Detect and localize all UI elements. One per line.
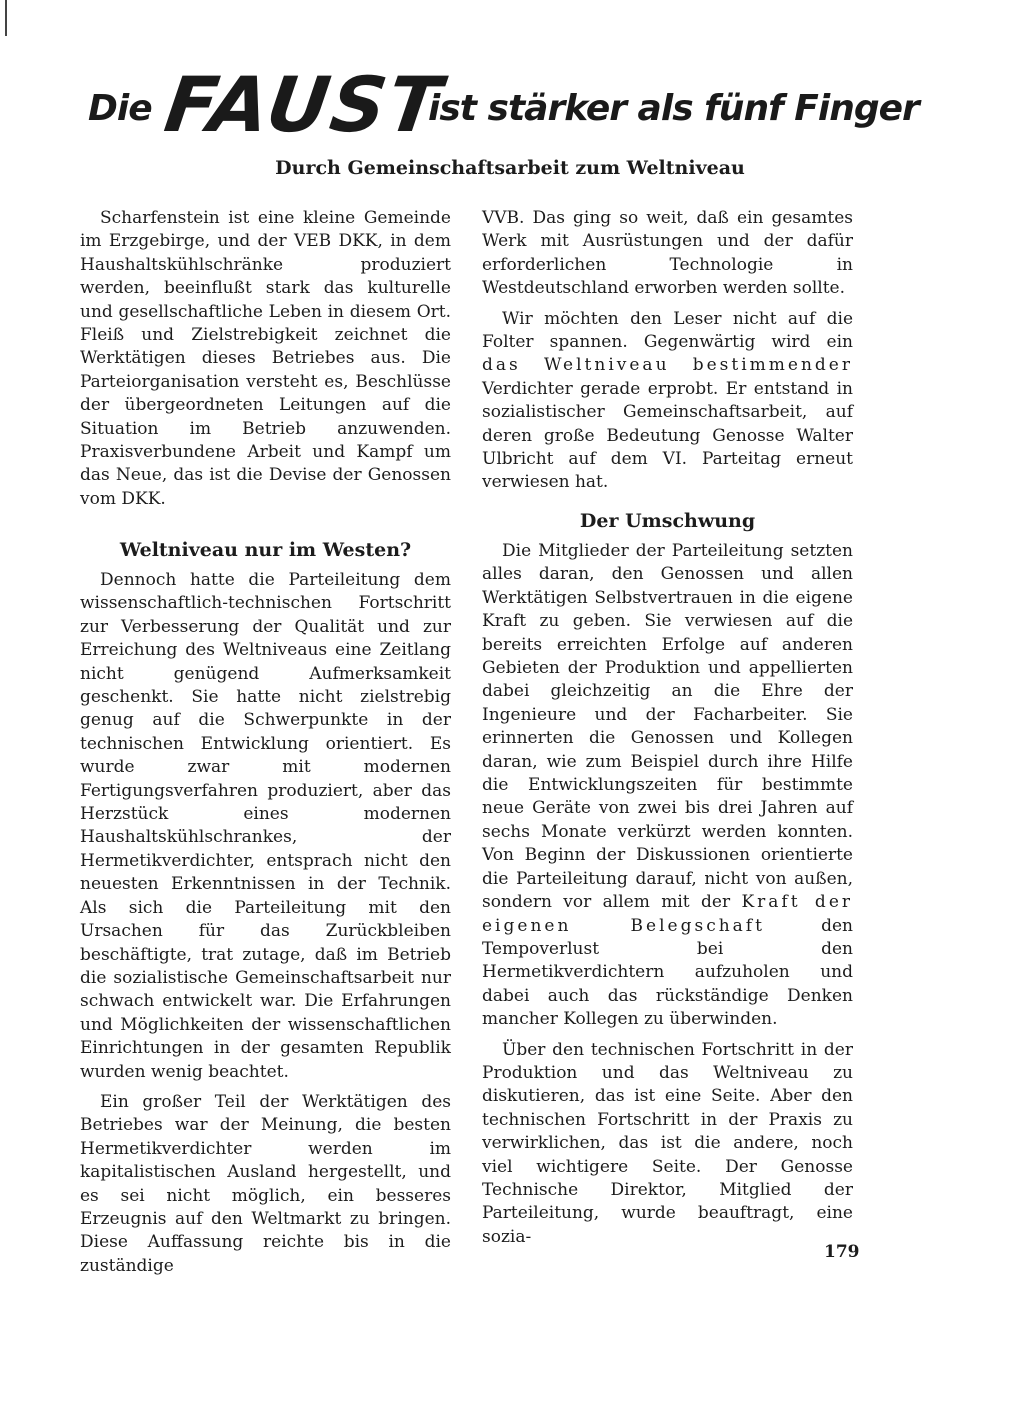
paragraph-umschwung — [482, 540, 853, 1032]
article-subtitle: Durch Gemeinschaftsarbeit zum Weltniveau — [275, 157, 745, 179]
umschwung-text-spaced: Kraft der eigenen Belegschaft — [482, 892, 854, 936]
folter-text-start: Wir möchten den Leser nicht auf die Folter spannen. Gegenwärtig wird ein — [482, 308, 853, 353]
article-headline — [88, 60, 919, 150]
umschwung-text-end: den Tempoverlust bei den Hermetikverdichtern aufzuholen und dabei auch das rückständige Denken mancher Kollegen zu überwinden. — [482, 915, 853, 1030]
paragraph-weltniveau: Dennoch hatte die Parteileitung dem wissenschaftlich-technischen Fortschritt zur Verbesserung der Qualität und zur Erreichung des Weltniveaus eine Zeitlang nicht genügend Aufmerksamkeit geschenkt. Sie hatte nicht zielstrebig genug auf die Schwerpunkte in der technischen Entwicklung orientiert. Es wurde zwar mit modernen Fertigungsverfahren produziert, aber das Herzstück eines modernen Haushaltskühlschrankes, der Hermetikverdichter, entsprach nicht den neuesten Erkenntnissen in der Technik. Als sich die Parteileitung mit den Ursachen für das Zurückbleiben beschäftigte, trat zutage, daß im Betrieb die sozialistische Gemeinschaftsarbeit nur schwach entwickelt war. Die Erfahrungen und Möglichkeiten der wissenschaftlichen Einrichtungen in der gesamten Republik wurden wenig beachtet. — [80, 570, 451, 1082]
section-heading-west: Weltniveau nur im Westen? — [119, 539, 412, 561]
paragraph-meinung: Ein großer Teil der Werktätigen des Betriebes war der Meinung, die besten Hermetikverdichter werden im kapitalistischen Ausland hergestellt, und es sei nicht möglich, ein besseres Erzeugnis auf den Weltmarkt zu bringen. Diese Auffassung reichte bis in die zuständige — [80, 1091, 451, 1276]
right-column-top — [482, 207, 853, 495]
left-column-section — [80, 538, 451, 1278]
intro-paragraph: Scharfenstein ist eine kleine Gemeinde im Erzgebirge, und der VEB DKK, in dem Haushaltskühlschränke produziert werden, beeinflußt stark das kulturelle und gesellschaftliche Leben in diesem Ort. Fleiß und Zielstrebigkeit zeichnet die Werktätigen dieses Betriebes aus. Die Parteiorganisation versteht es, Beschlüsse der übergeordneten Leitungen auf die Situation im Betrieb anzuwenden. Praxisverbundene Arbeit und Kampf um das Neue, das ist die Devise der Genossen vom DKK. — [80, 208, 451, 509]
folter-text-end: Verdichter gerade erprobt. Er entstand in sozialistischer Gemeinschaftsarbeit, auf deren große Bedeutung Genosse Walter Ulbricht auf dem VI. Parteitag erneut verwiesen hat. — [482, 378, 853, 493]
right-column-section — [482, 509, 853, 1249]
folter-text-spaced: das Weltniveau bestimmender — [482, 355, 853, 376]
paragraph-folter — [482, 308, 853, 495]
headline-suffix: ist stärker als fünf Finger — [428, 88, 919, 129]
paragraph-fortschritt: Über den technischen Fortschritt in der Produktion und das Weltniveau zu diskutieren, das ist eine Seite. Aber den technischen Fortschritt in der Praxis zu verwirklichen, das ist die andere, noch viel wichtigere Seite. Der Genosse Technische Direktor, Mitglied der Parteileitung, wurde beauftragt, eine sozia- — [482, 1039, 853, 1247]
page-number: 179 — [824, 1242, 860, 1262]
margin-mark — [5, 0, 7, 36]
headline-prefix: Die — [88, 88, 152, 129]
left-column-intro — [80, 207, 451, 511]
headline-emphasis: FAUST — [159, 60, 449, 149]
paragraph-vvb: VVB. Das ging so weit, daß ein gesamtes Werk mit Ausrüstungen und der dafür erforderlichen Technologie in Westdeutschland erworben werden sollte. — [482, 208, 853, 299]
section-heading-umschwung: Der Umschwung — [579, 510, 756, 532]
umschwung-text-start: Die Mitglieder der Parteileitung setzten alles daran, den Genossen und allen Werktätigen Selbstvertrauen in die eigene Kraft zu geben. Sie verwiesen auf die bereits erreichten Erfolge auf anderen Gebieten der Produktion und appellierten dabei gleichzeitig an die Ehre der Ingenieure und der Facharbeiter. Sie erinnerten die Genossen und Kollegen daran, wie zum Beispiel durch ihre Hilfe die Entwicklungszeiten für bestimmte neue Geräte von zwei bis drei Jahren auf sechs Monate verkürzt werden konnten. Von Beginn der Diskussionen orientierte die Parteileitung darauf, nicht von außen, sondern vor allem mit der — [482, 541, 853, 913]
